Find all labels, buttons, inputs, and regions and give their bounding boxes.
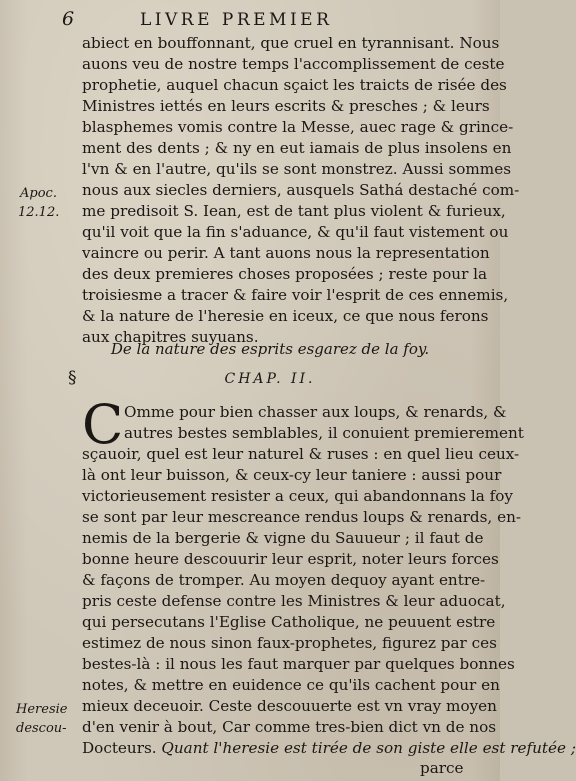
text-line: notes, & mettre en euidence ce qu'ils cachent pour en [82,676,500,694]
text-line: des deux premieres choses proposées ; reste pour la [82,265,488,283]
drop-cap: C [82,393,124,456]
chapter-heading: CHAP. II. [224,371,316,387]
last-line-roman: Docteurs. [82,739,157,757]
text-line: me predisoit S. Iean, est de tant plus violent & furieux, [82,202,506,220]
text-line: bestes-là : il nous les faut marquer par quelques bonnes [82,655,515,673]
section-mark: § [68,368,77,388]
text-line: ment des dents ; & ny en eut iamais de plus insolens en [82,139,512,157]
text-line: blasphemes vomis contre la Messe, auec rage & grince- [82,118,514,136]
page-number: 6 [62,8,75,30]
text-line: d'en venir à bout, Car comme tres-bien dict vn de nos [82,718,497,736]
margin-note-apoc: Apoc. [20,186,57,201]
text-line: Omme pour bien chasser aux loups, & renards, & [124,403,507,421]
text-line: pris ceste defense contre les Ministres & leur aduocat, [82,592,506,610]
text-line: là ont leur buisson, & ceux-cy leur taniere : aussi pour [82,466,502,484]
last-line-italic: Quant l'heresie est tirée de son giste elle est refutée ; [161,739,576,757]
margin-note-apoc-ref: 12.12. [18,205,60,220]
text-line: qu'il voit que la fin s'aduance, & qu'il faut vistement ou [82,223,509,241]
text-line: aux chapitres suyuans. [82,328,259,346]
text-line: l'vn & en l'autre, qu'ils se sont monstrez. Aussi sommes [82,160,511,178]
margin-note-descou: descou- [16,721,67,736]
text-line: bonne heure descouurir leur esprit, noter leurs forces [82,550,499,568]
text-line: & la nature de l'heresie en iceux, ce que nous ferons [82,307,489,325]
text-line: & façons de tromper. Au moyen dequoy ayant entre- [82,571,486,589]
text-line: autres bestes semblables, il conuient premierement [124,424,524,442]
text-line: Ministres iettés en leurs escrits & presches ; & leurs [82,97,490,115]
page-header [50,4,470,34]
text-line: troisiesme a tracer & faire voir l'esprit de ces ennemis, [82,286,509,304]
text-line: abiect en bouffonnant, que cruel en tyrannisant. Nous [82,34,500,52]
section-title: De la nature des esprits esgarez de la foy. [110,340,430,358]
text-line: nemis de la bergerie & vigne du Sauueur ; il faut de [82,529,484,547]
text-line: nous aux siecles derniers, ausquels Sathá destaché com- [82,181,520,199]
text-line: sçauoir, quel est leur naturel & ruses : en quel lieu ceux- [82,445,520,463]
text-line: estimez de nous sinon faux-prophetes, figurez par ces [82,634,497,652]
text-line: auons veu de nostre temps l'accomplissement de ceste [82,55,505,73]
text-line: se sont par leur mescreance rendus loups & renards, en- [82,508,521,526]
text-line: mieux deceuoir. Ceste descouuerte est vn vray moyen [82,697,497,715]
text-line: victorieusement resister a ceux, qui abandonnans la foy [82,487,513,505]
text-line: prophetie, auquel chacun sçaict les traicts de risée des [82,76,507,94]
text-line [82,738,576,759]
margin-note-heresie: Heresie [16,702,68,717]
catchword: parce [420,759,464,777]
running-head: LIVRE PREMIER [140,10,333,30]
text-line: vaincre ou perir. A tant auons nous la representation [82,244,490,262]
text-line: qui persecutans l'Eglise Catholique, ne peuuent estre [82,613,496,631]
